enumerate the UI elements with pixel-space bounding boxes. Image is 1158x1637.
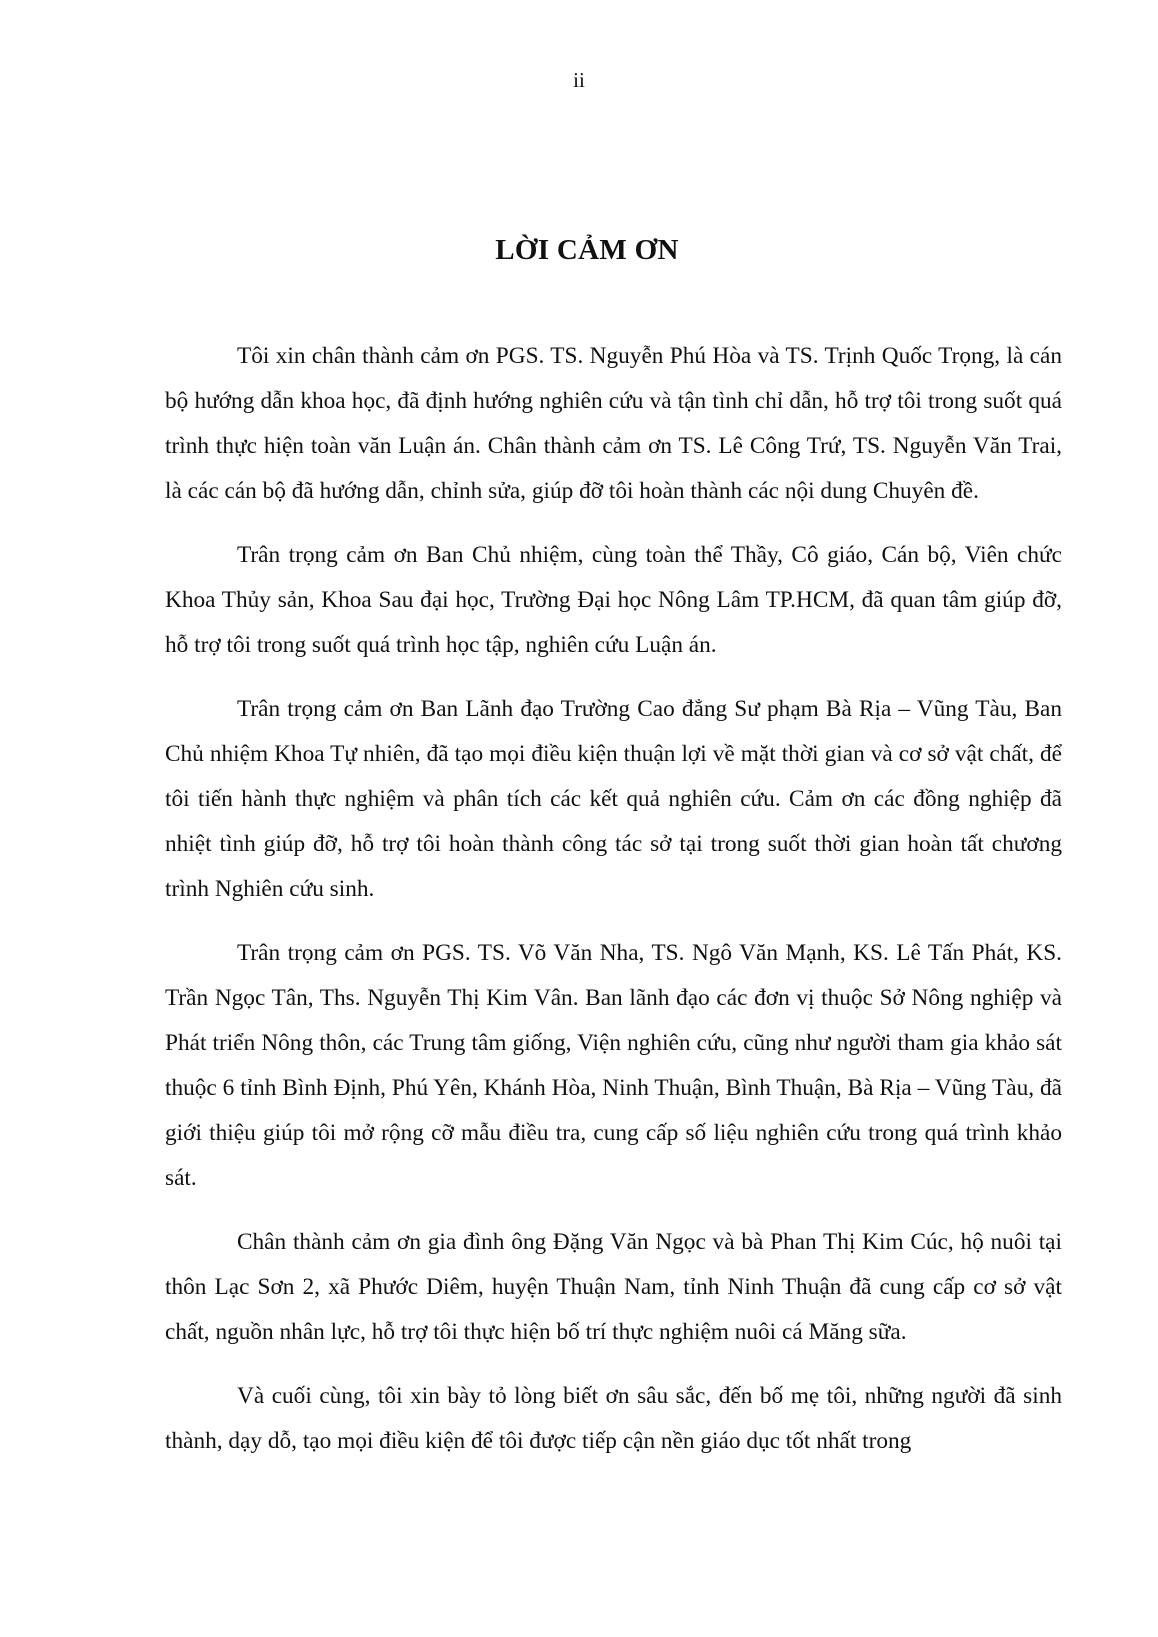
paragraph-advisors: Tôi xin chân thành cảm ơn PGS. TS. Nguyễn Phú Hòa và TS. Trịnh Quốc Trọng, là cán bộ hướng dẫn khoa học, đã định hướng nghiên cứu và tận tình chỉ dẫn, hỗ trợ tôi trong suốt quá trình thực hiện toàn văn Luận án. Chân thành cảm ơn TS. Lê Công Trứ, TS. Nguyễn Văn Trai, là các cán bộ đã hướng dẫn, chỉnh sửa, giúp đỡ tôi hoàn thành các nội dung Chuyên đề. xyxy=(165,343,1062,504)
paragraph-college: Trân trọng cảm ơn Ban Lãnh đạo Trường Cao đẳng Sư phạm Bà Rịa – Vũng Tàu, Ban Chủ nhiệm Khoa Tự nhiên, đã tạo mọi điều kiện thuận lợi về mặt thời gian và cơ sở vật chất, để tôi tiến hành thực nghiệm và phân tích các kết quả nghiên cứu. Cảm ơn các đồng nghiệp đã nhiệt tình giúp đỡ, hỗ trợ tôi hoàn thành công tác sở tại trong suốt thời gian hoàn tất chương trình Nghiên cứu sinh. xyxy=(165,696,1062,902)
paragraph-farm-family: Chân thành cảm ơn gia đình ông Đặng Văn Ngọc và bà Phan Thị Kim Cúc, hộ nuôi tại thôn Lạc Sơn 2, xã Phước Diêm, huyện Thuận Nam, tỉnh Ninh Thuận đã cung cấp cơ sở vật chất, nguồn nhân lực, hỗ trợ tôi thực hiện bố trí thực nghiệm nuôi cá Măng sữa. xyxy=(165,1229,1062,1345)
acknowledgement-body xyxy=(165,334,1062,1464)
paragraph-survey-support: Trân trọng cảm ơn PGS. TS. Võ Văn Nha, TS. Ngô Văn Mạnh, KS. Lê Tấn Phát, KS. Trần Ngọc Tân, Ths. Nguyễn Thị Kim Vân. Ban lãnh đạo các đơn vị thuộc Sở Nông nghiệp và Phát triển Nông thôn, các Trung tâm giống, Viện nghiên cứu, cũng như người tham gia khảo sát thuộc 6 tỉnh Bình Định, Phú Yên, Khánh Hòa, Ninh Thuận, Bình Thuận, Bà Rịa – Vũng Tàu, đã giới thiệu giúp tôi mở rộng cỡ mẫu điều tra, cung cấp số liệu nghiên cứu trong quá trình khảo sát. xyxy=(165,940,1062,1191)
page-title: LỜI CẢM ƠN xyxy=(495,234,679,266)
page-number: ii xyxy=(573,68,585,92)
paragraph-faculty: Trân trọng cảm ơn Ban Chủ nhiệm, cùng toàn thể Thầy, Cô giáo, Cán bộ, Viên chức Khoa Thủy sản, Khoa Sau đại học, Trường Đại học Nông Lâm TP.HCM, đã quan tâm giúp đỡ, hỗ trợ tôi trong suốt quá trình học tập, nghiên cứu Luận án. xyxy=(165,542,1062,658)
paragraph-parents: Và cuối cùng, tôi xin bày tỏ lòng biết ơn sâu sắc, đến bố mẹ tôi, những người đã sinh thành, dạy dỗ, tạo mọi điều kiện để tôi được tiếp cận nền giáo dục tốt nhất trong xyxy=(165,1383,1062,1454)
